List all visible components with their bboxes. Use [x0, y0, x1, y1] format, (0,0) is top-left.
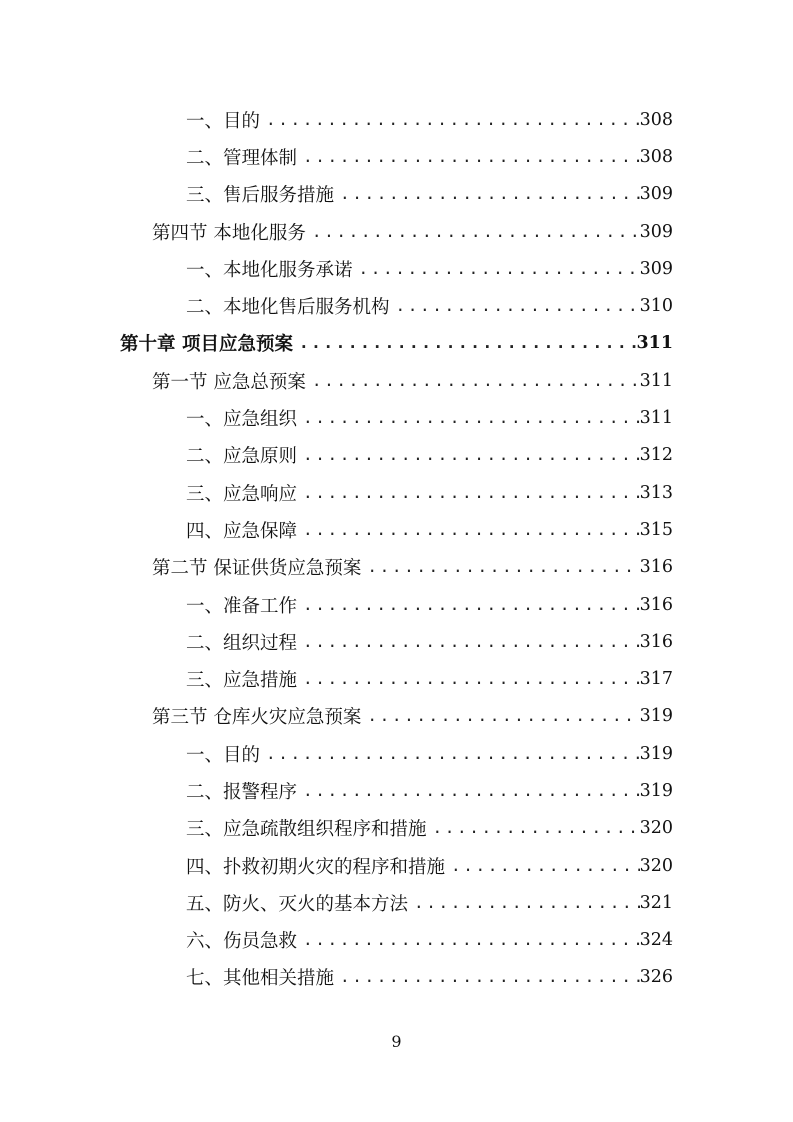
toc-entry-item[interactable] — [0, 660, 673, 697]
toc-entry-section[interactable] — [0, 362, 673, 399]
toc-entry-title: 三、应急响应 — [186, 483, 298, 505]
toc-dot-leader — [299, 519, 640, 541]
toc-entry-title: 四、扑救初期火灾的程序和措施 — [186, 856, 446, 878]
toc-entry-page: 310 — [639, 296, 673, 317]
toc-entry-title: 六、伤员急救 — [186, 931, 298, 953]
toc-entry-page: 319 — [639, 780, 673, 801]
toc-dot-leader — [336, 966, 640, 988]
toc-dot-leader — [429, 817, 640, 839]
toc-dot-leader — [299, 594, 640, 616]
toc-dot-leader — [299, 929, 640, 951]
toc-entry-item[interactable] — [0, 101, 673, 138]
toc-dot-leader — [308, 370, 640, 392]
toc-entry-chapter[interactable] — [0, 325, 673, 362]
toc-entry-title: 三、售后服务措施 — [186, 185, 335, 207]
toc-entry-item[interactable] — [0, 884, 673, 921]
toc-entry-item[interactable] — [0, 399, 673, 436]
toc-entry-item[interactable] — [0, 511, 673, 548]
toc-entry-page: 316 — [639, 594, 673, 615]
toc-entry-item[interactable] — [0, 959, 673, 996]
toc-entry-item[interactable] — [0, 287, 673, 324]
toc-dot-leader — [355, 258, 640, 280]
toc-entry-title: 第四节 本地化服务 — [152, 222, 306, 244]
toc-entry-item[interactable] — [0, 847, 673, 884]
toc-entry-page: 316 — [639, 631, 673, 652]
toc-entry-section[interactable] — [0, 698, 673, 735]
toc-entry-page: 316 — [639, 557, 673, 578]
toc-dot-leader — [299, 668, 640, 690]
toc-entry-page: 309 — [639, 258, 673, 279]
toc-entry-title: 一、准备工作 — [186, 595, 298, 617]
toc-dot-leader — [262, 743, 640, 765]
toc-entry-item[interactable] — [0, 772, 673, 809]
toc-entry-title: 第十章 项目应急预案 — [120, 334, 293, 356]
toc-entry-title: 一、目的 — [186, 110, 261, 132]
table-of-contents — [0, 101, 793, 996]
toc-entry-item[interactable] — [0, 623, 673, 660]
toc-entry-item[interactable] — [0, 437, 673, 474]
toc-entry-title: 七、其他相关措施 — [186, 968, 335, 990]
toc-dot-leader — [262, 109, 640, 131]
toc-dot-leader — [299, 780, 640, 802]
toc-entry-page: 312 — [639, 445, 673, 466]
toc-entry-page: 315 — [639, 519, 673, 540]
toc-dot-leader — [308, 221, 640, 243]
toc-dot-leader — [295, 332, 637, 354]
toc-dot-leader — [447, 855, 640, 877]
toc-entry-title: 第二节 保证供货应急预案 — [152, 558, 362, 580]
toc-entry-title: 二、应急原则 — [186, 446, 298, 468]
toc-dot-leader — [299, 444, 640, 466]
toc-entry-page: 308 — [639, 146, 673, 167]
toc-entry-item[interactable] — [0, 474, 673, 511]
toc-entry-item[interactable] — [0, 250, 673, 287]
toc-dot-leader — [299, 482, 640, 504]
toc-entry-title: 第一节 应急总预案 — [152, 371, 306, 393]
toc-entry-page: 308 — [639, 109, 673, 130]
toc-dot-leader — [392, 295, 640, 317]
toc-dot-leader — [336, 183, 640, 205]
toc-entry-page: 317 — [639, 669, 673, 690]
toc-entry-item[interactable] — [0, 586, 673, 623]
toc-dot-leader — [363, 705, 639, 727]
toc-dot-leader — [299, 407, 640, 429]
toc-entry-page: 309 — [639, 221, 673, 242]
toc-dot-leader — [299, 146, 640, 168]
toc-entry-title: 一、目的 — [186, 744, 261, 766]
toc-entry-page: 311 — [639, 408, 673, 429]
toc-entry-item[interactable] — [0, 176, 673, 213]
toc-entry-section[interactable] — [0, 549, 673, 586]
toc-dot-leader — [363, 556, 639, 578]
toc-entry-title: 二、组织过程 — [186, 632, 298, 654]
toc-entry-page: 311 — [636, 333, 673, 354]
toc-entry-page: 319 — [639, 743, 673, 764]
toc-entry-page: 326 — [639, 967, 673, 988]
toc-entry-title: 四、应急保障 — [186, 520, 298, 542]
toc-entry-title: 三、应急疏散组织程序和措施 — [186, 819, 427, 841]
toc-entry-item[interactable] — [0, 922, 673, 959]
toc-dot-leader — [299, 631, 640, 653]
toc-entry-title: 二、本地化售后服务机构 — [186, 297, 390, 319]
toc-entry-title: 一、应急组织 — [186, 409, 298, 431]
toc-entry-item[interactable] — [0, 735, 673, 772]
toc-entry-page: 324 — [639, 930, 673, 951]
toc-entry-page: 309 — [639, 184, 673, 205]
toc-entry-section[interactable] — [0, 213, 673, 250]
toc-entry-title: 三、应急措施 — [186, 670, 298, 692]
toc-entry-page: 319 — [639, 706, 673, 727]
page-number: 9 — [391, 1032, 402, 1051]
toc-dot-leader — [410, 892, 640, 914]
toc-entry-title: 第三节 仓库火灾应急预案 — [152, 707, 362, 729]
toc-entry-title: 二、报警程序 — [186, 781, 298, 803]
toc-entry-title: 一、本地化服务承诺 — [186, 259, 353, 281]
toc-entry-item[interactable] — [0, 810, 673, 847]
toc-entry-page: 320 — [639, 818, 673, 839]
toc-entry-page: 311 — [639, 370, 673, 391]
toc-entry-page: 320 — [639, 855, 673, 876]
toc-entry-page: 313 — [639, 482, 673, 503]
toc-entry-item[interactable] — [0, 138, 673, 175]
toc-entry-page: 321 — [639, 892, 673, 913]
toc-entry-title: 五、防火、灭火的基本方法 — [186, 893, 409, 915]
toc-entry-title: 二、管理体制 — [186, 147, 298, 169]
